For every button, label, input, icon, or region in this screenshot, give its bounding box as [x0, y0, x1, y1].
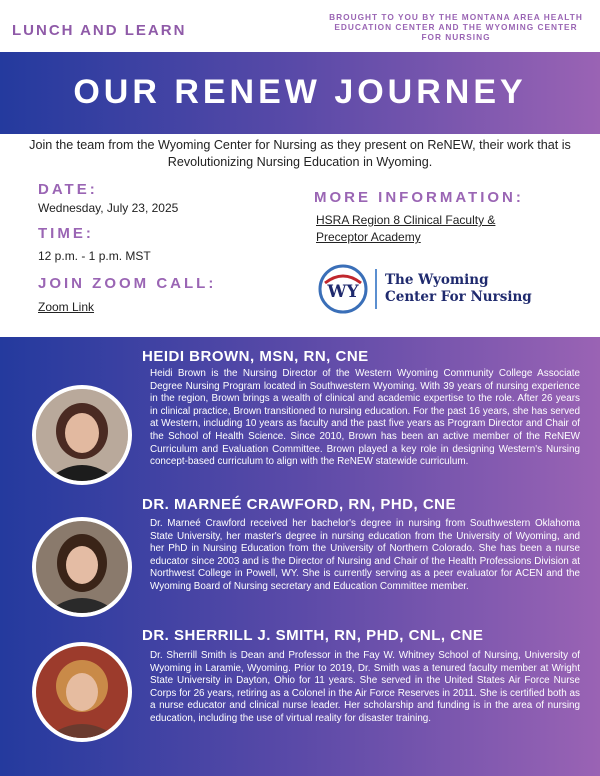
logo-line1: The Wyoming — [385, 272, 489, 288]
speaker-photo — [32, 642, 132, 742]
lunch-and-learn-label: LUNCH AND LEARN — [12, 22, 187, 39]
date-label: DATE: — [38, 181, 98, 198]
date-value: Wednesday, July 23, 2025 — [38, 201, 179, 215]
top-bar — [0, 0, 600, 52]
wyoming-center-emblem-icon — [317, 263, 369, 315]
speaker-bio: Heidi Brown is the Nursing Director of the Western Wyoming Community College Associate Degree Nursing Program located in Southwestern Wyoming. With 39 years of nursing experience in the region, Brown brings a wealth of clinical and academic expertise to the role. After 26 years in clinical practice, Brown transitioned to nursing education. For the past 16 years, she has served at Western, including 10 years as faculty and the past five years as Program Director and Chair of the School of Health Science. Since 2010, Brown has been an active member of the ReNEW Curriculum and Evaluation Committee. Brown played a key role in designing Western's Nursing concept-based curriculum to align with the ReNEW statewide curriculum. — [150, 368, 580, 468]
intro-text: Join the team from the Wyoming Center for Nursing as they present on ReNEW, their work that is Revolutionizing Nursing Education in Wyoming. — [29, 138, 571, 169]
wyoming-center-logo — [311, 258, 537, 320]
logo-monogram: WY — [327, 282, 359, 302]
logo-line2: Center For Nursing — [385, 289, 532, 305]
hsra-link-line2: Preceptor Academy — [316, 230, 421, 244]
hsra-academy-link[interactable] — [316, 212, 495, 246]
zoom-link[interactable]: Zoom Link — [38, 300, 95, 314]
title-banner — [0, 52, 600, 134]
speaker-name: HEIDI BROWN, MSN, RN, CNE — [142, 348, 369, 365]
speakers-section — [0, 337, 600, 776]
speaker-bio: Dr. Marneé Crawford received her bachelor's degree in nursing from Southwestern Oklahoma State University, her master's degree in nursing education from the University of Wyoming, and her PhD in Nursing Education from the University of Northern Colorado. She has been a nurse educator since 2003 and is the Director of Nursing and Chair of the Health Professions Division at Northwest College in Powell, WY. She is currently serving as a peer evaluator for ACEN and the Wyoming Board of Nursing secretary and Education Committee member. — [150, 518, 580, 592]
hsra-link-line1: HSRA Region 8 Clinical Faculty & — [316, 213, 496, 227]
zoom-label: JOIN ZOOM CALL: — [38, 275, 217, 292]
speaker-name: DR. SHERRILL J. SMITH, RN, PHD, CNL, CNE — [142, 627, 484, 644]
page-title: OUR RENEW JOURNEY — [73, 73, 527, 111]
logo-text — [385, 272, 532, 306]
time-label: TIME: — [38, 225, 94, 242]
speaker-photo — [32, 385, 132, 485]
logo-divider — [375, 269, 377, 309]
speaker-name: DR. MARNEÉ CRAWFORD, RN, PHD, CNE — [142, 496, 457, 513]
more-information-label: MORE INFORMATION: — [314, 189, 524, 206]
speaker-photo — [32, 517, 132, 617]
sponsor-text: BROUGHT TO YOU BY THE MONTANA AREA HEALTH EDUCATION CENTER AND THE WYOMING CENTER FOR NURSING — [329, 12, 583, 42]
speaker-bio: Dr. Sherrill Smith is Dean and Professor in the Fay W. Whitney School of Nursing, University of Wyoming in Laramie, Wyoming. Prior to 2019, Dr. Smith was a tenured faculty member at Wright State University in Dayton, Ohio for 11 years. She served in the United States Air Force Nurse Corps for 26 years, retiring as a Colonel in the Air Force Reserves in 2011. She is certified both as a nurse educator and clinical nurse leader. Her scholarship and funding is in the area of nursing education, including the use of virtual reality for disaster training. — [150, 650, 580, 724]
time-value: 12 p.m. - 1 p.m. MST — [38, 249, 151, 263]
